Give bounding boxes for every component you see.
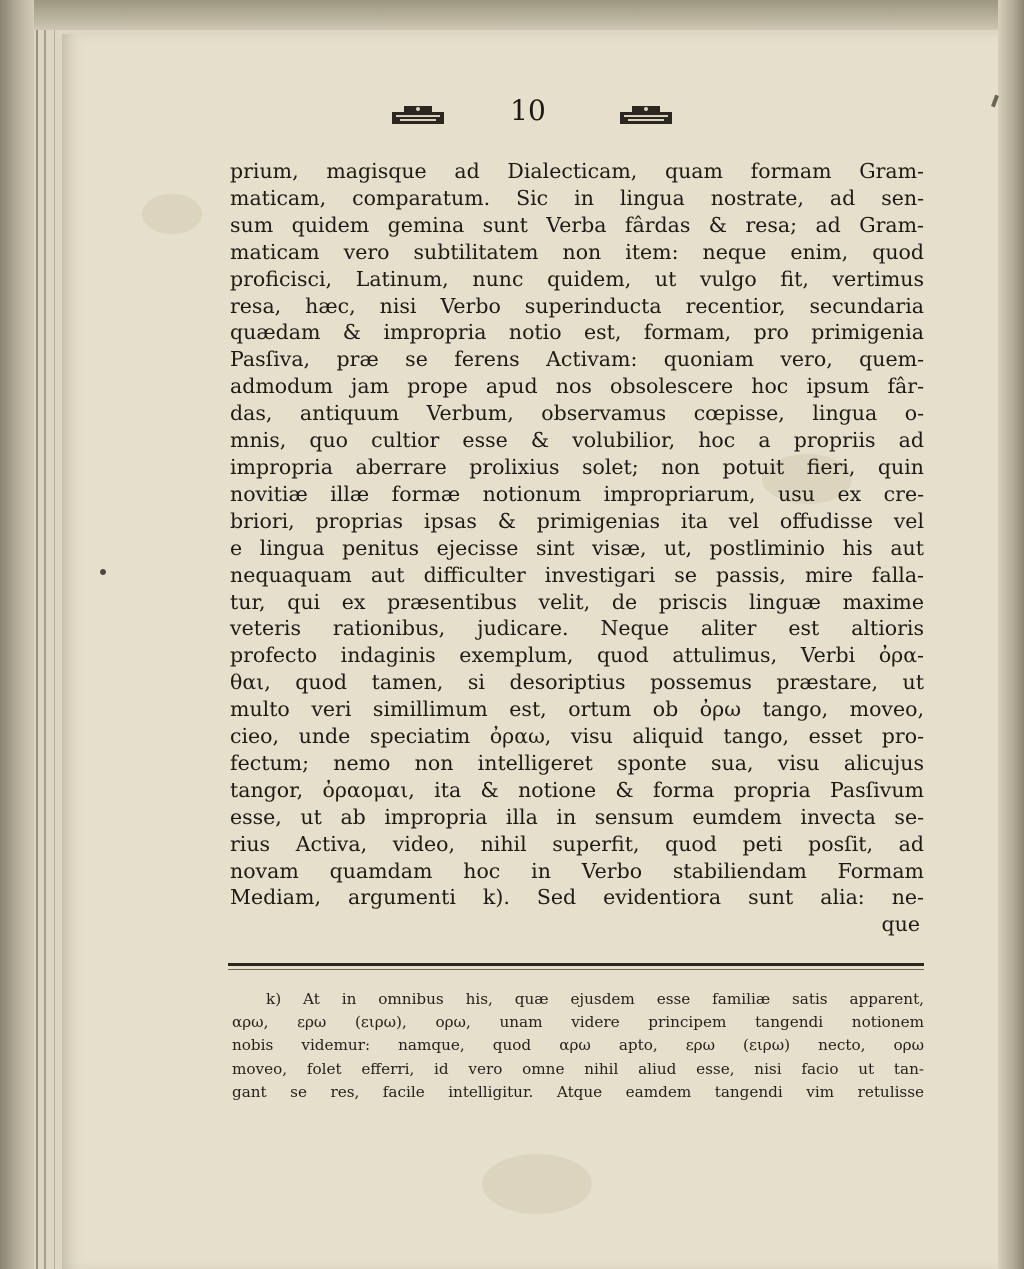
text-line: maticam, comparatum. Sic in lingua nostrate, ad sen- [230, 185, 924, 210]
text-line: impropria aberrare prolixius solet; non potuit fieri, quin [230, 454, 924, 479]
text-line: prium, magisque ad Dialecticam, quam formam Gram- [230, 159, 924, 183]
gutter-line [54, 30, 55, 1269]
text-line: Mediam, argumenti k). Sed evidentiora sunt alia: ne- [230, 885, 924, 910]
text-line: mnis, quo cultior esse & volubilior, hoc a propriis ad [230, 428, 924, 453]
footnote [232, 988, 924, 1104]
text-line: novam quamdam hoc in Verbo stabiliendam Formam [230, 858, 924, 883]
text-line: fectum; nemo non intelligeret sponte sua, visu alicujus [230, 750, 924, 775]
footnote-line: k) At in omnibus his, quæ ejusdem esse familiæ satis apparent, [266, 990, 924, 1008]
foxing-spot [482, 1154, 592, 1214]
text-line: cieo, unde speciatim ὀραω, visu aliquid tango, esset pro- [230, 724, 924, 749]
text-line: quædam & impropria notio est, formam, pro primigenia [230, 320, 924, 345]
footnote-rule [228, 963, 924, 966]
text-line: tur, qui ex præsentibus velit, de priscis linguæ maxime [230, 589, 924, 614]
text-line: admodum jam prope apud nos obsolescere hoc ipsum fâr- [230, 374, 924, 399]
text-line: veteris rationibus, judicare. Neque aliter est altioris [230, 616, 924, 641]
text-line: proficisci, Latinum, nunc quidem, ut vulgo fit, vertimus [230, 266, 924, 291]
footnote-line: gant se res, facile intelligitur. Atque eamdem tangendi vim retulisse [232, 1082, 924, 1101]
page-number: 10 [510, 94, 546, 127]
text-line: esse, ut ab impropria illa in sensum eumdem invecta se- [230, 804, 924, 829]
text-line: tangor, ὀραομαι, ita & notione & forma propria Pasſivum [230, 777, 924, 802]
text-line: das, antiquum Verbum, observamus cœpisse, lingua o- [230, 401, 924, 426]
ornament-right-icon [618, 104, 674, 126]
main-text [230, 158, 924, 938]
text-line: novitiæ illæ formæ notionum impropriarum, usu ex cre- [230, 481, 924, 506]
text-line: Pasſiva, præ se ferens Activam: quoniam vero, quem- [230, 347, 924, 372]
text-line: maticam vero subtilitatem non item: neque enim, quod [230, 239, 924, 264]
foxing-spot [142, 194, 202, 234]
text-line: resa, hæc, nisi Verbo superinducta recentior, secundaria [230, 293, 924, 318]
text-line: e lingua penitus ejecisse sint visæ, ut, postliminio his aut [230, 535, 924, 560]
text-line: sum quidem gemina sunt Verba fârdas & resa; ad Gram- [230, 212, 924, 237]
text-line: θαι, quod tamen, si desoriptius possemus præstare, ut [230, 670, 924, 695]
text-line: profecto indaginis exemplum, quod attulimus, Verbi ὀρα- [230, 643, 924, 668]
footnote-line: αρω, ερω (ειρω), ορω, unam videre principem tangendi notionem [232, 1013, 924, 1032]
footnote-line: nobis videmur: namque, quod αρω apto, ερω (ειρω) necto, ορω [232, 1036, 924, 1055]
catchword: que [881, 912, 920, 937]
text-line: multo veri simillimum est, ortum ob ὀρω tango, moveo, [230, 697, 924, 722]
book-edge-top [0, 0, 1024, 30]
page-header [390, 92, 680, 138]
footnote-line: moveo, folet efferri, id vero omne nihil aliud esse, nisi facio ut tan- [232, 1059, 924, 1078]
gutter-line [44, 30, 46, 1269]
ornament-left-icon [390, 104, 446, 126]
book-edge-left [0, 0, 34, 1269]
text-line: rius Activa, video, nihil superfit, quod peti posſit, ad [230, 831, 924, 856]
text-line: nequaquam aut difficulter investigari se passis, mire falla- [230, 562, 924, 587]
footnote-rule-thin [228, 969, 924, 970]
book-edge-right [998, 0, 1024, 1269]
margin-dot [100, 569, 106, 575]
text-line: briori, proprias ipsas & primigenias ita vel offudisse vel [230, 508, 924, 533]
gutter-line [36, 30, 38, 1269]
